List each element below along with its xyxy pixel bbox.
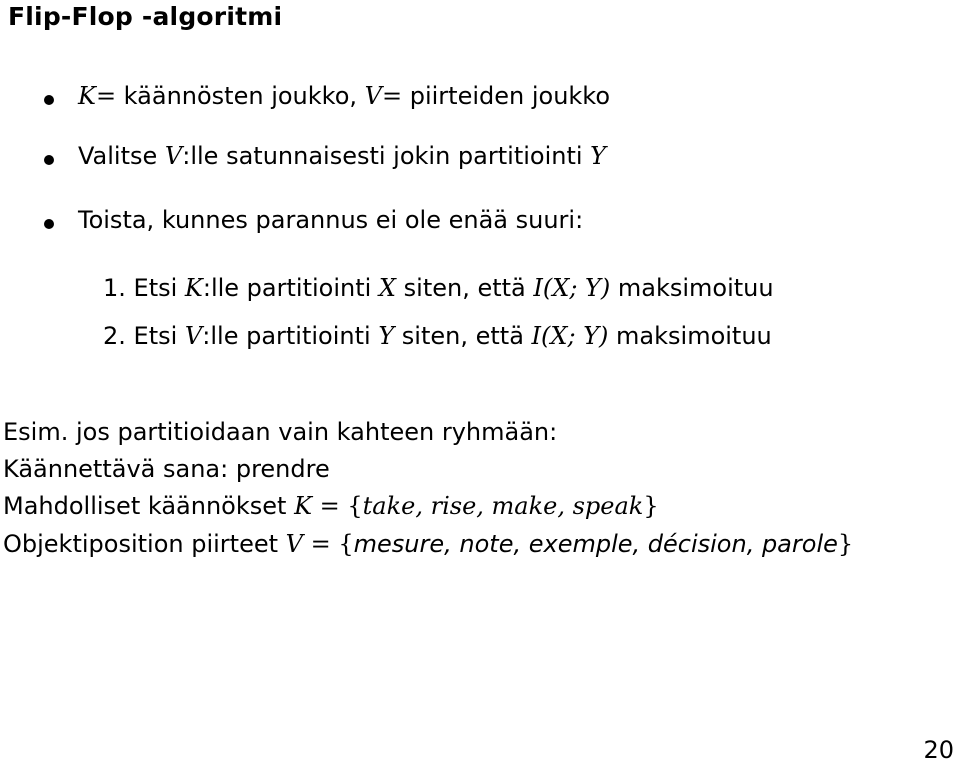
math-var: K	[184, 274, 203, 302]
set-close: }	[643, 492, 659, 520]
math-var: V	[184, 322, 203, 350]
example-line-3-prefix: Mahdolliset käännökset	[3, 492, 295, 520]
set-open: = {	[303, 530, 354, 558]
bullet-1: K= käännösten joukko, V= piirteiden joukko	[78, 82, 611, 110]
step-text-a: Etsi	[133, 274, 185, 302]
math-partition: Y	[378, 322, 395, 350]
step-text-b: :lle partitiointi	[202, 322, 379, 350]
bullet-2-text-a: Valitse	[78, 142, 165, 170]
example-line-4-prefix: Objektiposition piirteet	[3, 530, 286, 558]
step-1	[103, 274, 774, 302]
mutual-info-args: (X; Y)	[541, 322, 609, 350]
example-line-4	[3, 530, 853, 558]
step-number: 2.	[103, 322, 126, 350]
bullet-2-text-b: :lle satunnaisesti jokin partitiointi	[182, 142, 591, 170]
bullet-1-text-b: piirteiden joukko	[402, 82, 611, 110]
bullet-2	[78, 142, 606, 170]
feature-set: mesure, note, exemple, décision, parole	[353, 530, 838, 558]
step-text-c: siten, että	[394, 322, 532, 350]
math-var-v: V	[164, 142, 183, 170]
bullet-dot	[44, 155, 54, 165]
example-line-1: Esim. jos partitioidaan vain kahteen ryhmään:	[3, 418, 558, 446]
step-number: 1.	[103, 274, 126, 302]
step-text-c: siten, että	[396, 274, 534, 302]
translation-set: take, rise, make, speak	[362, 492, 644, 520]
math-var-v: V	[364, 82, 382, 110]
bullet-1-text-a: käännösten joukko,	[116, 82, 365, 110]
mutual-info-args: (X; Y)	[542, 274, 611, 302]
example-line-2: Käännettävä sana: prendre	[3, 455, 330, 483]
step-text-d: maksimoituu	[608, 322, 772, 350]
math-var-y: Y	[590, 142, 607, 170]
bullet-3: Toista, kunnes parannus ei ole enää suuri:	[78, 206, 584, 234]
math-var-k: K	[78, 82, 96, 110]
bullet-dot	[44, 219, 54, 229]
step-2	[103, 322, 772, 350]
math-var-v: V	[285, 530, 303, 558]
set-open: = {	[312, 492, 363, 520]
step-text-d: maksimoituu	[610, 274, 774, 302]
step-text-b: :lle partitiointi	[202, 274, 379, 302]
slide-title: Flip-Flop -algoritmi	[8, 2, 283, 31]
math-var-k: K	[294, 492, 312, 520]
mutual-info-symbol: I	[533, 274, 543, 302]
math-partition: X	[378, 274, 397, 302]
page-number: 20	[923, 736, 954, 764]
equals-sign: =	[95, 82, 117, 110]
example-line-3	[3, 492, 659, 520]
bullet-dot	[44, 95, 54, 105]
step-text-a: Etsi	[133, 322, 185, 350]
mutual-info-symbol: I	[531, 322, 542, 350]
set-close: }	[837, 530, 854, 558]
